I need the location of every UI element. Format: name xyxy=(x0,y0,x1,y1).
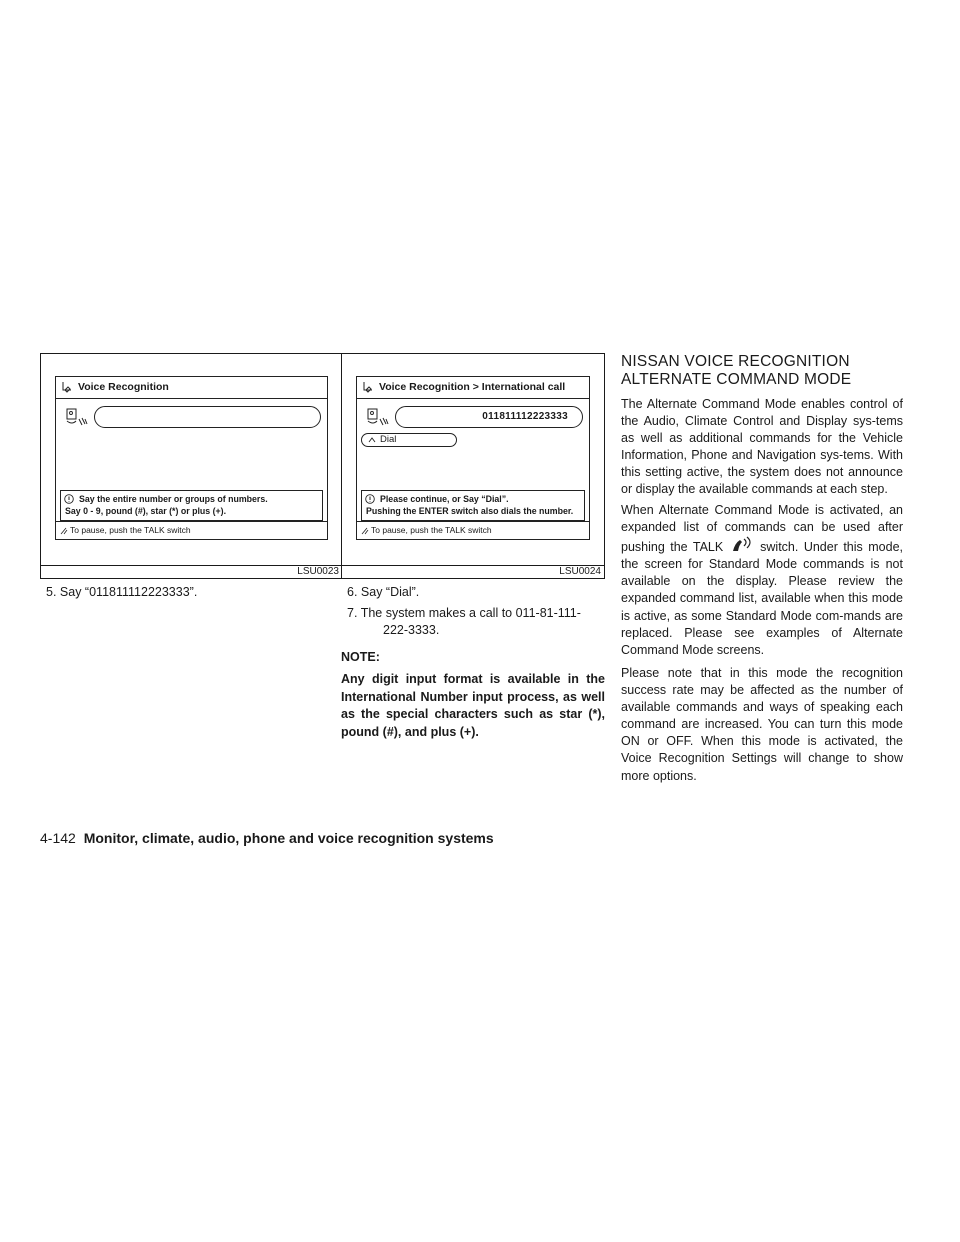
page-number: 4-142 xyxy=(40,830,76,846)
speech-icon xyxy=(64,407,90,431)
pause-hint: To pause, push the TALK switch xyxy=(356,522,590,540)
screen-display xyxy=(356,376,590,522)
talk-switch-icon xyxy=(361,526,369,535)
number-input-display: 011811112223333 xyxy=(395,406,583,428)
guidance-message: Say the entire number or groups of numbers. Say 0 - 9, pound (#), star (*) or plus (+). xyxy=(60,490,323,521)
paragraph-activation: When Alternate Command Mode is activated, an expanded list of commands can be used after pushing the TALK switch. Under this mode, the screen for Standard Mode commands is not available on the display. Please review the expanded command list, available when this mode is active, as some Standard Mode com-mands are replaced. Please see examples of Alternate Command Mode screens. xyxy=(621,503,903,657)
number-input-display xyxy=(94,406,321,428)
step-7: 7. The system makes a call to 011-81-111- 222-3333. xyxy=(347,606,581,637)
section-heading: NISSAN VOICE RECOGNITION ALTERNATE COMMAND MODE xyxy=(621,353,852,388)
note-body: Any digit input format is available in the International Number input process, as well as the special characters such as star (*), pound (#), and plus (+). xyxy=(341,672,605,739)
info-icon xyxy=(64,494,74,504)
voice-recognition-icon xyxy=(361,380,375,394)
screen-title: Voice Recognition xyxy=(56,377,327,399)
paragraph-intro: The Alternate Command Mode enables control of the Audio, Climate Control and Display sys-tems as well as additional commands for the Vehicle Information, Phone and Navigation sys-tems. With this setting active, the system does not announce or display the available commands at each step. xyxy=(621,397,903,497)
step-6: 6. Say “Dial”. xyxy=(347,585,420,599)
note-title: NOTE: xyxy=(341,650,380,664)
figure-code: LSU0023 xyxy=(297,566,339,577)
paragraph-success-rate: Please note that in this mode the recognition success rate may be affected as the number of available commands and ways of speaking each command are increased. You can turn this mode ON or OFF. When this mode is activated, the Voice Recognition Settings will change to show more options. xyxy=(621,666,903,783)
dial-command: Dial xyxy=(361,433,457,447)
talk-switch-icon xyxy=(729,536,755,554)
chapter-title: Monitor, climate, audio, phone and voice recognition systems xyxy=(83,830,494,846)
figure-voice-recognition xyxy=(40,353,343,579)
talk-switch-icon xyxy=(60,526,68,535)
screen-display xyxy=(55,376,328,522)
voice-recognition-icon xyxy=(60,380,74,394)
page-footer xyxy=(40,830,494,846)
info-icon xyxy=(365,494,375,504)
guidance-message: Please continue, or Say “Dial”. Pushing the ENTER switch also dials the number. xyxy=(361,490,585,521)
dial-icon xyxy=(368,436,376,444)
step-5: 5. Say “011811112223333”. xyxy=(46,585,198,599)
figure-international-call xyxy=(341,353,605,579)
figure-code: LSU0024 xyxy=(559,566,601,577)
speech-icon xyxy=(365,407,391,431)
pause-hint: To pause, push the TALK switch xyxy=(55,522,328,540)
screen-title: Voice Recognition > International call xyxy=(357,377,589,399)
